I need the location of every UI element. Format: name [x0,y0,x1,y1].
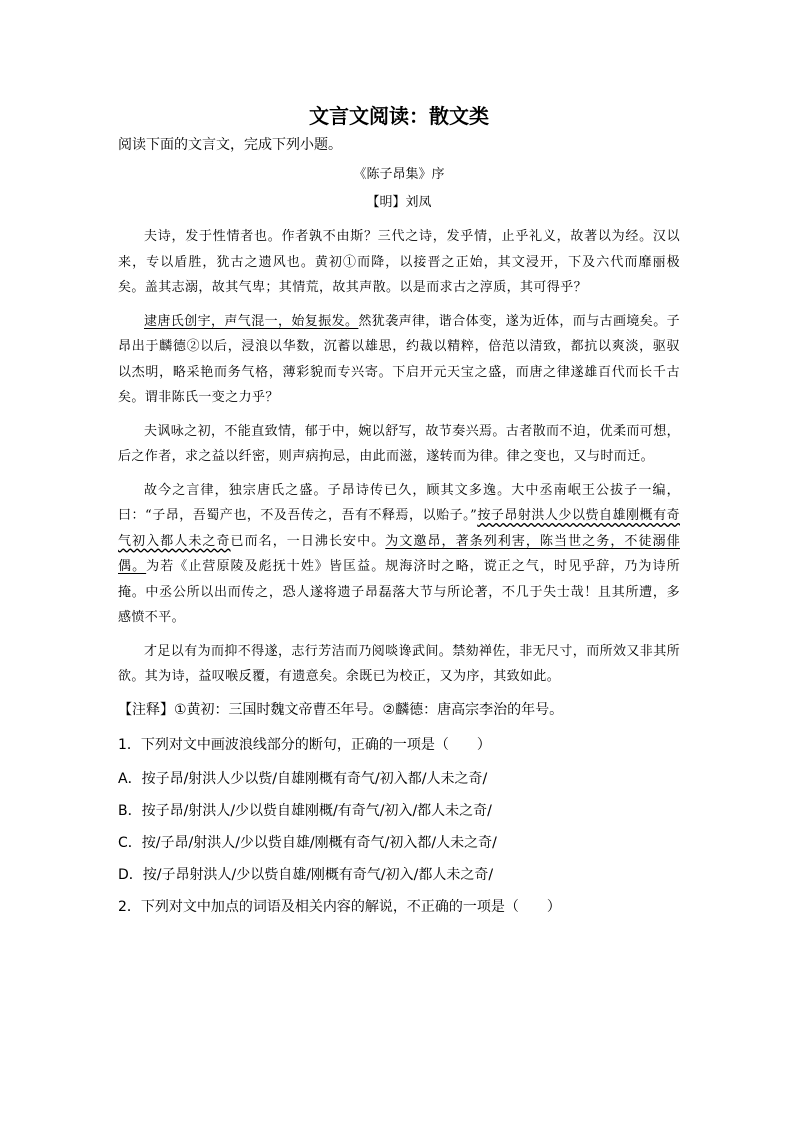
document-page [118,100,680,930]
paragraph-4-part-b: 已而名，一日沸长安中。 [230,533,386,549]
passage-paragraph-1: 夫诗，发于性情者也。作者孰不由斯？三代之诗，发乎情，止乎礼义，故著以为经。汉以来，专以盾胜，犹古之遗风也。黄初①而降，以接晋之正始，其文浸开，下及六代而靡丽极矣。盖其志溺，故其气卑；其情荒，故其声散。以是而求古之淳质，其可得乎？ [118,229,680,295]
wavy-underlined-text: 按子昂射洪人少以赀自雄刚概有奇气初入都人未之奇 [118,508,680,549]
underlined-sentence-1: 逮唐氏创宇，声气混一，始复振发。 [144,313,359,329]
passage-paragraph-2 [118,309,680,411]
passage-title: 《陈子昂集》序 [353,167,445,182]
question-1-option-a[interactable]: A．按子昂/射洪人少以赀/自雄刚概有奇气/初入都/人未之奇/ [118,770,488,787]
page-title: 文言文阅读：散文类 [309,104,489,128]
question-1-option-b[interactable]: B．按子昂/射洪人/少以赀自雄刚概/有奇气/初入/都人未之奇/ [118,802,492,819]
underlined-sentence-2: 为文邀昂，著条列利害，陈当世之务，不徒溺俳偶。 [118,533,680,574]
annotation-notes: 【注释】①黄初：三国时魏文帝曹丕年号。②麟德：唐高宗李治的年号。 [118,701,564,718]
paragraph-4-part-a: 故今之言律，独宗唐氏之盛。子昂诗传已久，顾其文多逸。大中丞南岷王公拔子一编，曰：“子昂，吾蜀产也，不及吾传之，吾有不释焉，以贻子。” [118,482,680,523]
passage-paragraph-5: 才足以有为而抑不得遂，志行芳洁而乃阅啖谗武间。禁劾禅佐，非无尺寸，而所效又非其所欲。其为诗，益叹喉反覆，有遗意矣。余既已为校正，又为序，其致如此。 [118,643,681,684]
passage-author: 【明】刘凤 [366,195,432,210]
passage-paragraph-3: 夫讽咏之初，不能直致情，郁于中，婉以舒写，故节奏兴焉。古者散而不迫，优柔而可想，后之作者，求之益以纤密，则声病拘忌，由此而滋，遂转而为律。律之变也，又与时而迁。 [118,423,681,464]
passage-paragraph-4 [118,478,680,631]
question-1-option-c[interactable]: C．按/子昂/射洪人/少以赀自雄/刚概有奇气/初入都/人未之奇/ [118,834,497,851]
paragraph-2-rest: 然犹袭声律，谐合体变，遂为近体，而与古画境矣。子昂出于麟德②以后，浸浪以华数，沉蓄以雄思，约裁以精粹，倍范以清致，都抗以爽淡，驱驭以杰明，略采艳而务气格，薄彩貌而专兴寄。下启开元天宝之盛，而唐之律遂雄百代而长千古矣。谓非陈氏一变之力乎？ [118,313,681,405]
question-1-option-d[interactable]: D．按/子昂射洪人/少以赀自雄/刚概有奇气/初入/都人未之奇/ [118,866,494,883]
instruction-text: 阅读下面的文言文，完成下列小题。 [118,137,342,153]
question-1-stem: 1．下列对文中画波浪线部分的断句，正确的一项是（ ） [118,736,491,753]
paragraph-4-part-c: 为若《止营原陵及彪抚十姓》皆匡益。规海济时之略，谠正之气，时见乎辞，乃为诗所掩。中丞公所以出而传之，恐人遂将遗子昂磊落大节与所论著，不几于失士哉！且其所遭，多感愤不平。 [118,559,680,625]
question-2-stem: 2．下列对文中加点的词语及相关内容的解说，不正确的一项是（ ） [118,898,561,915]
